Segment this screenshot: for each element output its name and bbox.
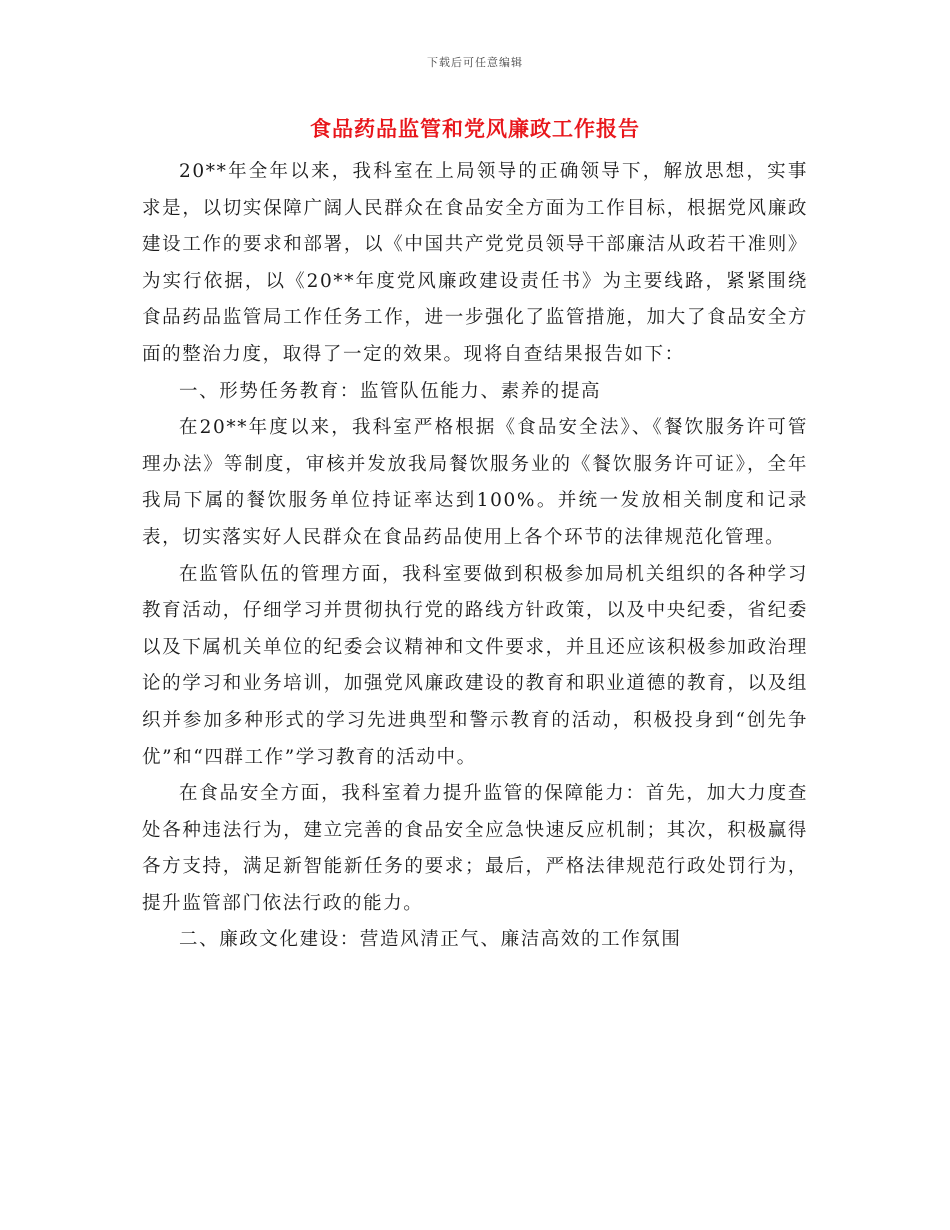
header-note: 下载后可任意编辑 [427,56,523,69]
document-body [142,154,808,959]
section-heading-2: 二、廉政文化建设：营造风清正气、廉洁高效的工作氛围 [179,929,682,951]
document-title: 食品药品监管和党风廉政工作报告 [310,117,640,141]
paragraph-team-management: 在监管队伍的管理方面，我科室要做到积极参加局机关组织的各种学习教育活动，仔细学习并贯彻执行党的路线方针政策，以及中央纪委，省纪委以及下属机关单位的纪委会议精神和文件要求，并且还应该积极参加政治理论的学习和业务培训，加强党风廉政建设的教育和职业道德的教育，以及组织并参加多种形式的学习先进典型和警示教育的活动，积极投身到“创先争优”和“四群工作”学习教育的活动中。 [142,563,808,768]
paragraph-food-safety: 在食品安全方面，我科室着力提升监管的保障能力：首先，加大力度查处各种违法行为，建立完善的食品安全应急快速反应机制；其次，积极赢得各方支持，满足新智能新任务的要求；最后，严格法律规范行政处罚行为，提升监管部门依法行政的能力。 [142,783,808,914]
paragraph-intro: 20**年全年以来，我科室在上局领导的正确领导下，解放思想，实事求是，以切实保障广阔人民群众在食品安全方面为工作目标，根据党风廉政建设工作的要求和部署，以《中国共产党党员领导干部廉洁从政若干准则》为实行依据，以《20**年度党风廉政建设责任书》为主要线路，紧紧围绕食品药品监管局工作任务工作，进一步强化了监管措施，加大了食品安全方面的整治力度，取得了一定的效果。现将自查结果报告如下： [142,161,808,365]
section-heading-1: 一、形势任务教育：监管队伍能力、素养的提高 [179,380,602,402]
paragraph-licensing: 在20**年度以来，我科室严格根据《食品安全法》、《餐饮服务许可管理办法》等制度，审核并发放我局餐饮服务业的《餐饮服务许可证》，全年我局下属的餐饮服务单位持证率达到100%。并统一发放相关制度和记录表，切实落实好人民群众在食品药品使用上各个环节的法律规范化管理。 [142,417,808,548]
